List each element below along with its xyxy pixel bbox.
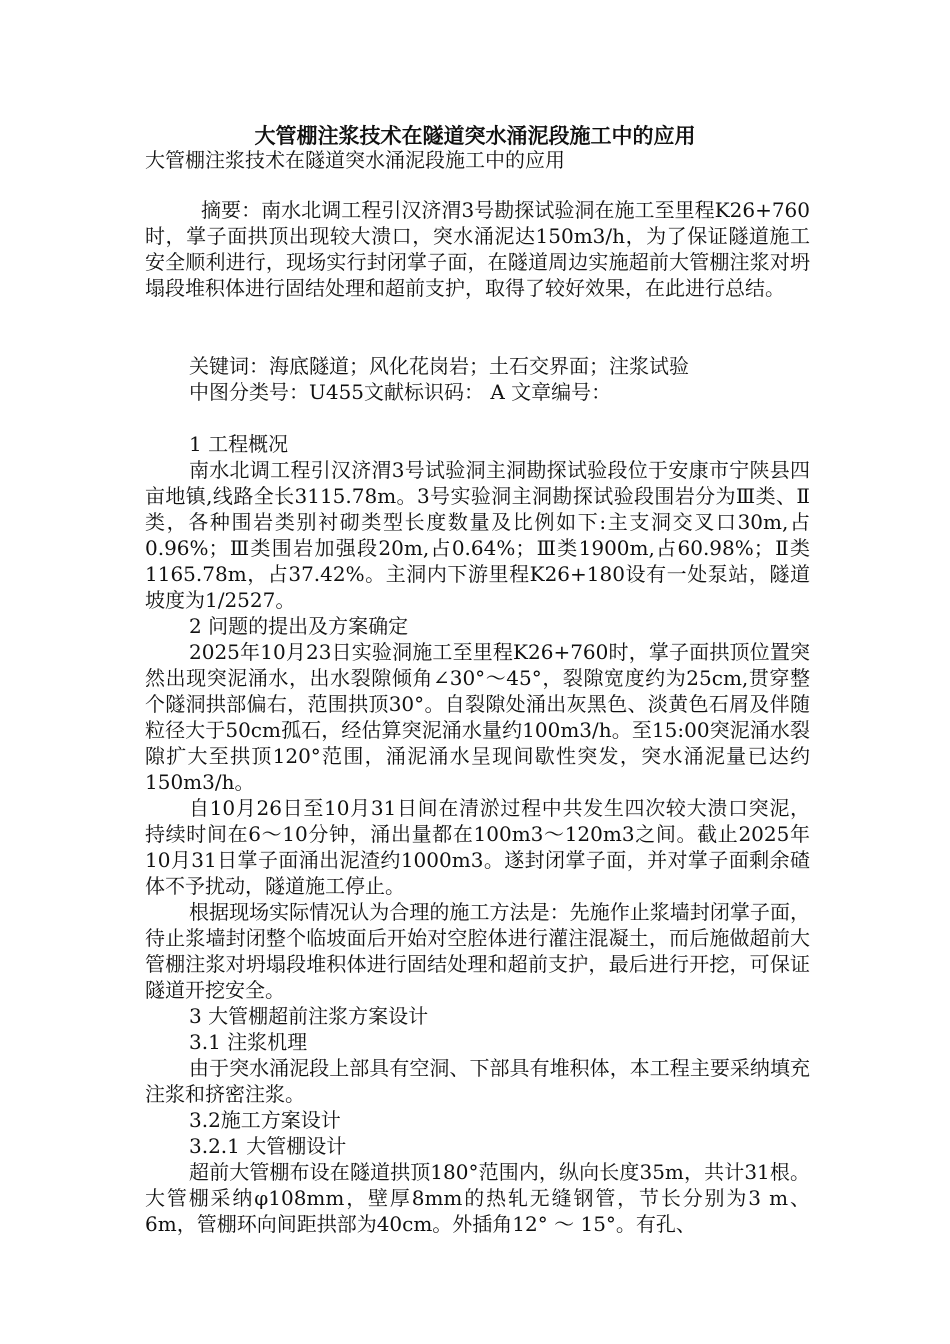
abstract-paragraph: 摘要：南水北调工程引汉济渭3号勘探试验洞在施工至里程K26+760时，掌子面拱顶出现较大溃口，突水涌泥达150m3/h，为了保证隧道施工安全顺利进行，现场实行封闭掌子面，在隧道周边实施超前大管棚注浆对坍塌段堆积体进行固结处理和超前支护，取得了较好效果，在此进行总结。 xyxy=(145,198,810,300)
section-2-paragraph-2: 自10月26日至10月31日间在清淤过程中共发生四次较大溃口突泥，持续时间在6～10分钟，涌出量都在100m3～120m3之间。截止2025年10月31日掌子面涌出泥渣约1000m3。遂封闭掌子面，并对掌子面剩余碴体不予扰动，隧道施工停止。 xyxy=(145,796,810,898)
section-3-heading: 3 大管棚超前注浆方案设计 xyxy=(189,1004,429,1028)
section-3-2-heading: 3.2施工方案设计 xyxy=(189,1108,341,1132)
section-3-2-1-heading: 3.2.1 大管棚设计 xyxy=(189,1134,347,1158)
document-title: 大管棚注浆技术在隧道突水涌泥段施工中的应用 xyxy=(254,123,696,148)
section-1-heading: 1 工程概况 xyxy=(189,432,289,456)
section-3-1-paragraph: 由于突水涌泥段上部具有空洞、下部具有堆积体，本工程主要采纳填充注浆和挤密注浆。 xyxy=(145,1056,810,1106)
section-2-paragraph-3: 根据现场实际情况认为合理的施工方法是：先施作止浆墙封闭掌子面，待止浆墙封闭整个临坡面后开始对空腔体进行灌注混凝土，而后施做超前大管棚注浆对坍塌段堆积体进行固结处理和超前支护，最后进行开挖，可保证隧道开挖安全。 xyxy=(145,900,810,1002)
classification-line: 中图分类号：U455文献标识码： A 文章编号： xyxy=(189,380,612,404)
section-2-paragraph-1: 2025年10月23日实验洞施工至里程K26+760时，掌子面拱顶位置突然出现突泥涌水，出水裂隙倾角∠30°～45°，裂隙宽度约为25cm,贯穿整个隧洞拱部偏右，范围拱顶30°。自裂隙处涌出灰黑色、淡黄色石屑及伴随粒径大于50cm孤石，经估算突泥涌水量约100m3/h。至15:00突泥涌水裂隙扩大至拱顶120°范围，涌泥涌水呈现间歇性突发，突水涌泥量已达约150m3/h。 xyxy=(145,640,810,794)
document-body xyxy=(145,147,810,1237)
keywords-line: 关键词：海底隧道；风化花岗岩；土石交界面；注浆试验 xyxy=(189,354,689,378)
section-2-heading: 2 问题的提出及方案确定 xyxy=(189,614,409,638)
section-1-paragraph: 南水北调工程引汉济渭3号试验洞主洞勘探试验段位于安康市宁陕县四亩地镇,线路全长3115.78m。3号实验洞主洞勘探试验段围岩分为Ⅲ类、Ⅱ类，各种围岩类别衬砌类型长度数量及比例如下:主支洞交叉口30m,占0.96%；Ⅲ类围岩加强段20m,占0.64%；Ⅲ类1900m,占60.98%；Ⅱ类1165.78m，占37.42%。主洞内下游里程K26+180设有一处泵站，隧道坡度为1/2527。 xyxy=(145,458,810,612)
section-3-1-heading: 3.1 注浆机理 xyxy=(189,1030,308,1054)
document-subtitle: 大管棚注浆技术在隧道突水涌泥段施工中的应用 xyxy=(145,148,565,172)
section-3-2-1-paragraph: 超前大管棚布设在隧道拱顶180°范围内，纵向长度35m，共计31根。大管棚采纳φ108mm，壁厚8mm的热轧无缝钢管，节长分别为3 m、6m，管棚环向间距拱部为40cm。外插角12° ～ 15°。有孔、 xyxy=(145,1160,810,1236)
